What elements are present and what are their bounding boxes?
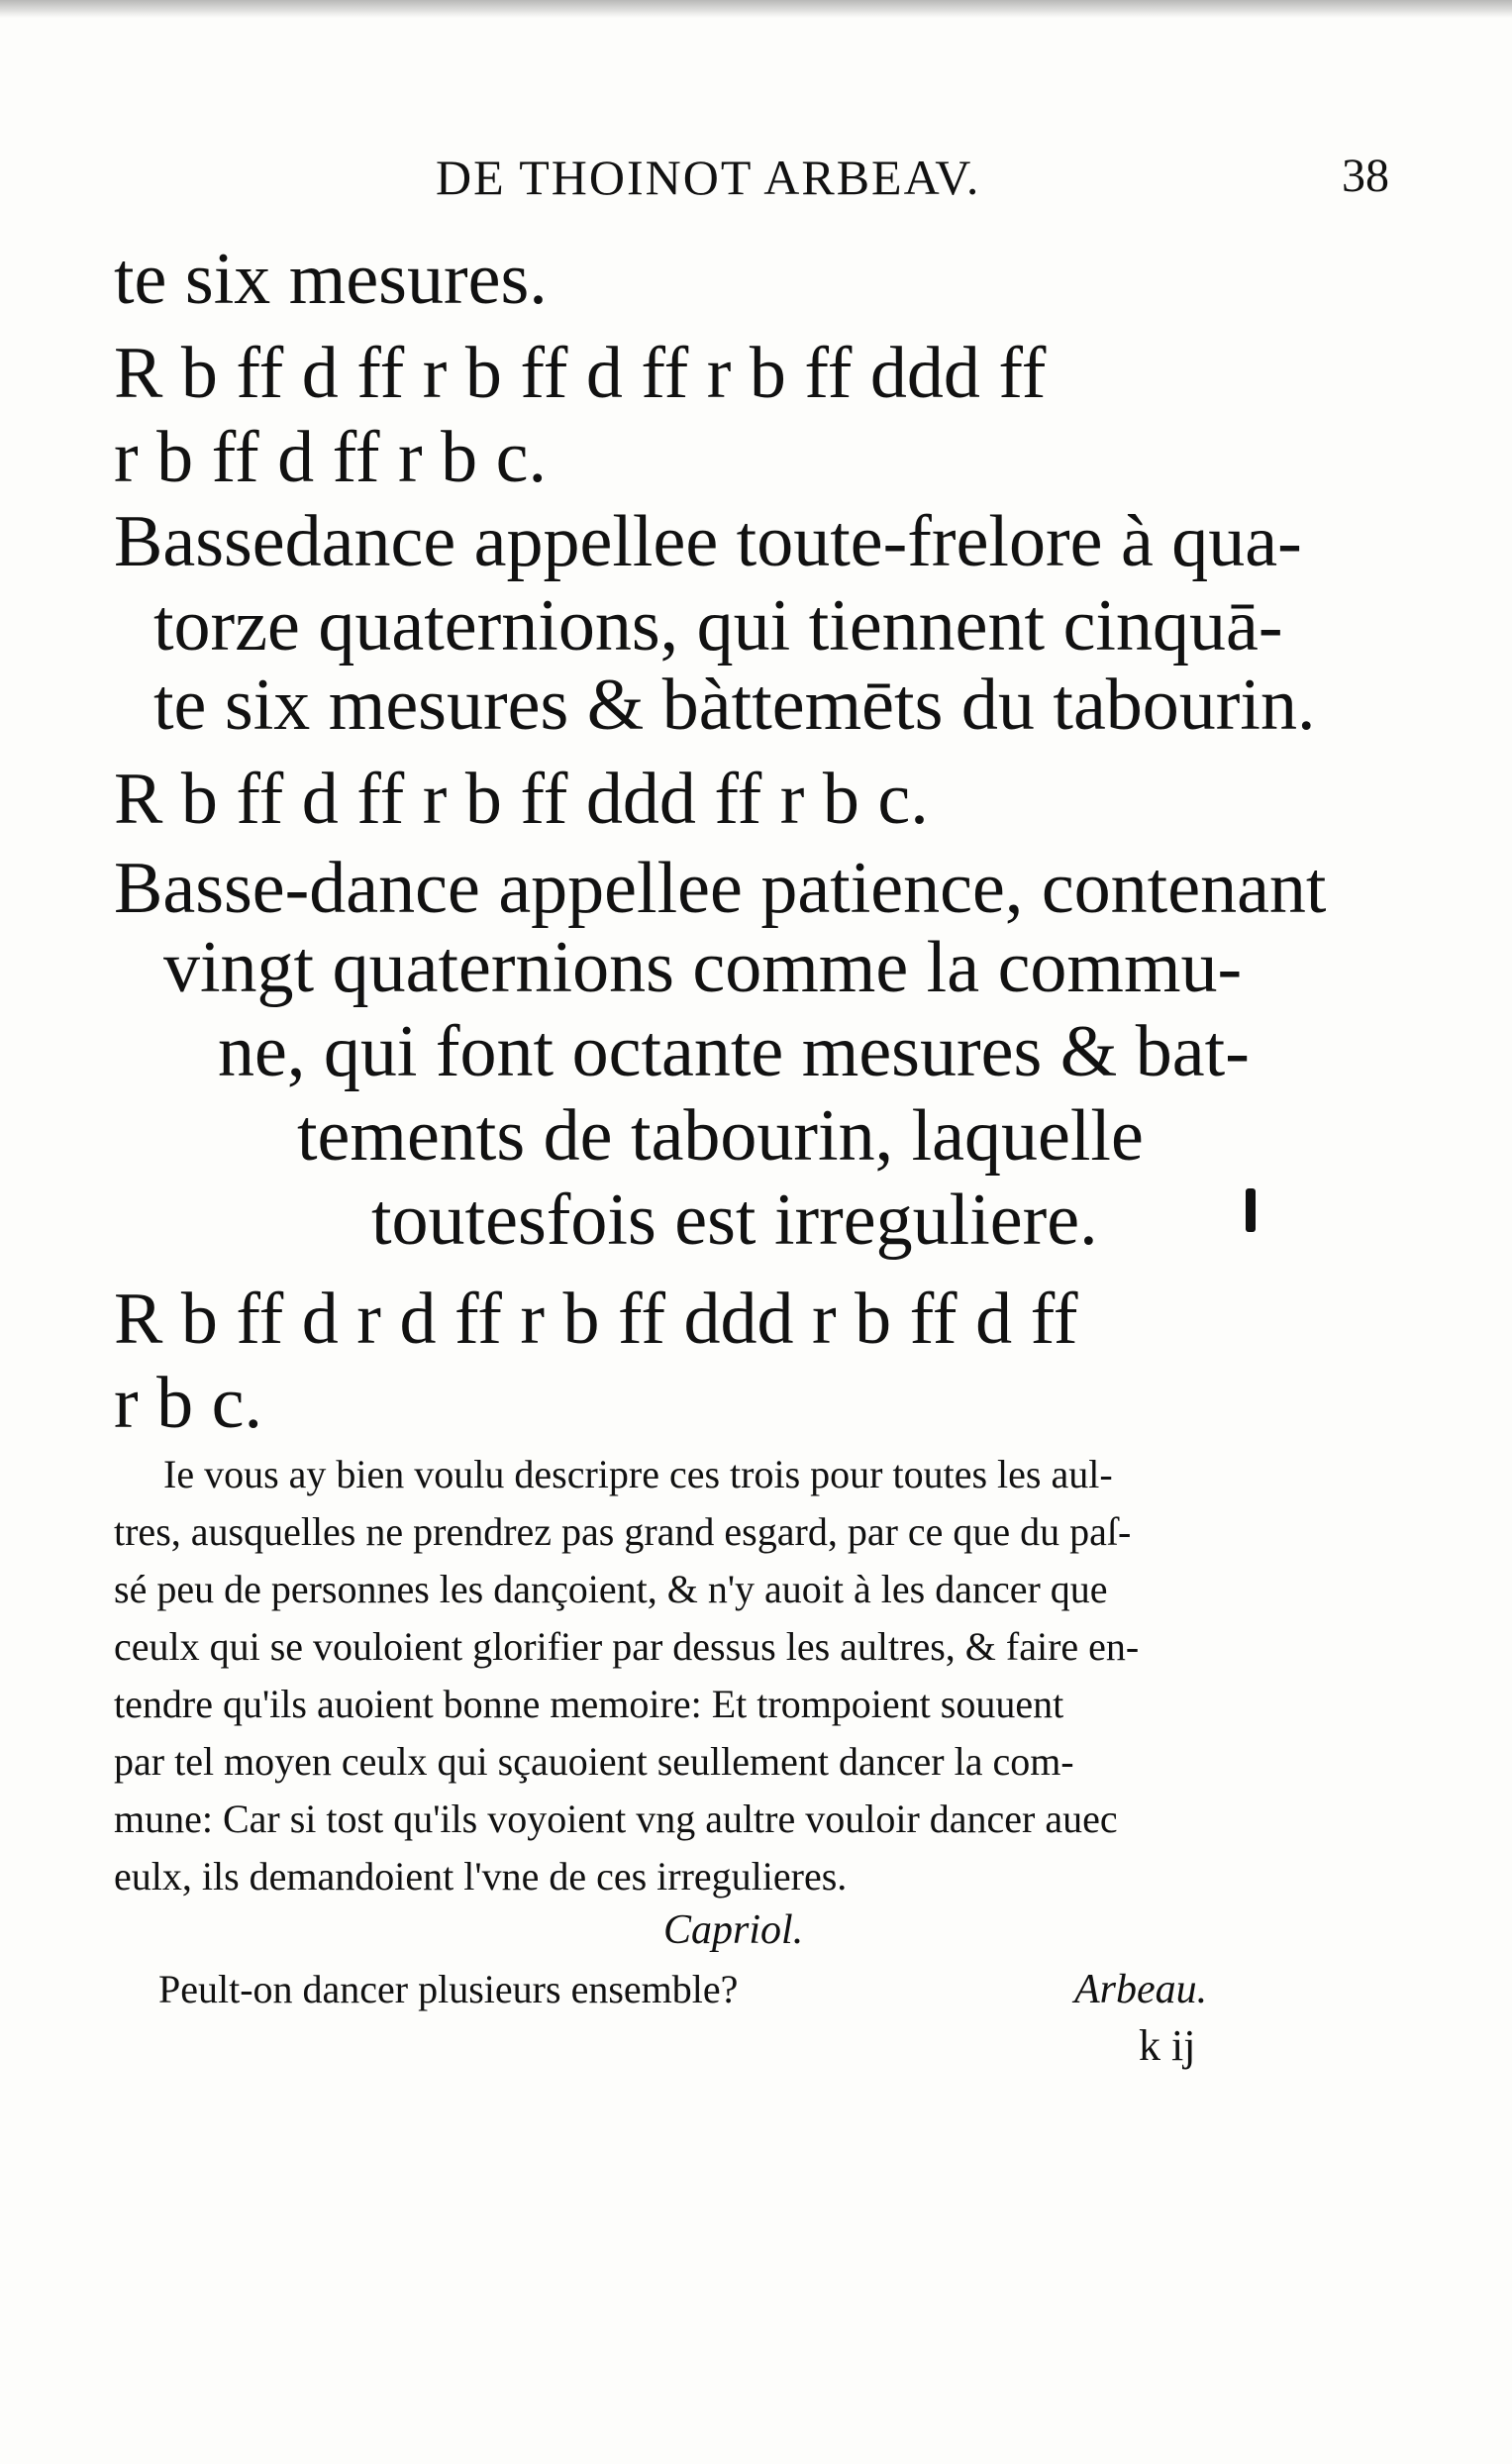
paragraph-line-4: ceulx qui se vouloient glorifier par dessus les aultres, & faire en- [114,1624,1140,1669]
paragraph-line-6: par tel moyen ceulx qui sçauoient seullement dancer la com- [114,1739,1074,1784]
body-line-6: te six mesures & bàttemēts du tabourin. [153,665,1316,746]
body-line-12: toutesfois est irreguliere. [371,1180,1098,1261]
body-line-11: tements de tabourin, laquelle [297,1095,1144,1177]
page-scan-edge [0,0,1512,18]
printer-ornament [1246,1188,1256,1232]
page-number: 38 [1342,150,1389,202]
question-line: Peult-on dancer plusieurs ensemble? [158,1967,739,2011]
paragraph-line-8: eulx, ils demandoient l'vne de ces irregulieres. [114,1854,848,1899]
paragraph-line-1: Ie vous ay bien voulu descripre ces trois pour toutes les aul- [163,1452,1113,1496]
paragraph-line-3: sé peu de personnes les dançoient, & n'y auoit à les dancer que [114,1567,1108,1611]
paragraph-line-7: mune: Car si tost qu'ils voyoient vng aultre vouloir dancer auec [114,1797,1118,1841]
running-title: DE THOINOT ARBEAV. [436,150,981,205]
speaker-capriol: Capriol. [663,1907,804,1953]
body-line-13: R b ff d r d ff r b ff ddd r b ff d ff [114,1279,1078,1360]
body-line-4: Bassedance appellee toute-frelore à qua- [114,501,1302,582]
body-line-8: Basse-dance appellee patience, contenant [114,848,1327,929]
signature-mark: k ij [1139,2021,1196,2070]
speaker-arbeau: Arbeau. [1074,1967,1208,2012]
paragraph-line-2: tres, ausquelles ne prendrez pas grand esgard, par ce que du paſ- [114,1509,1132,1554]
body-line-5: torze quaternions, qui tiennent cinquā- [153,585,1283,667]
body-line-2: R b ff d ff r b ff d ff r b ff ddd ff [114,333,1047,414]
paragraph-line-5: tendre qu'ils auoient bonne memoire: Et trompoient souuent [114,1682,1064,1726]
body-line-10: ne, qui font octante mesures & bat- [218,1011,1250,1092]
body-line-7: R b ff d ff r b ff ddd ff r b c. [114,759,929,840]
body-line-14: r b c. [114,1363,262,1444]
body-line-3: r b ff d ff r b c. [114,417,548,498]
body-line-9: vingt quaternions comme la commu- [163,927,1243,1008]
body-line-1: te six mesures. [114,239,548,320]
